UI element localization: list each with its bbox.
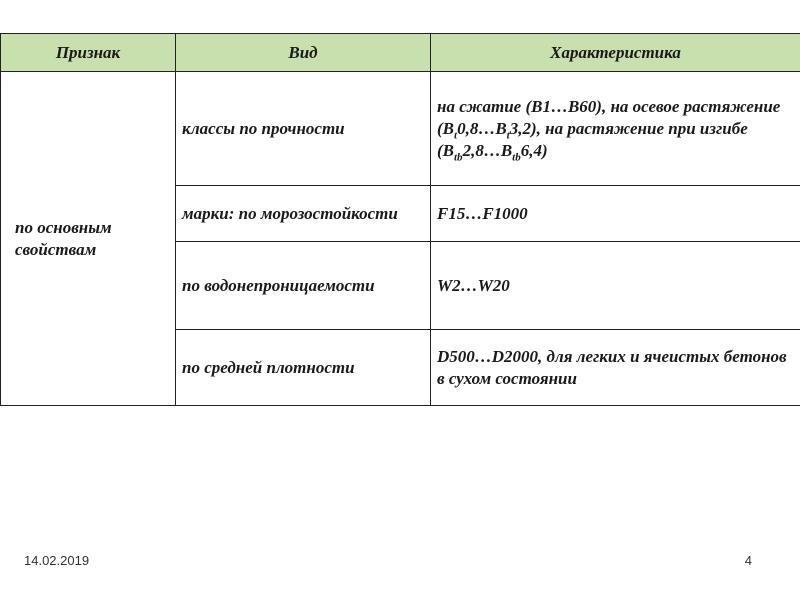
characteristic-text: D500…D2000, для легких и ячеистых бетонов в сухом состоянии — [437, 346, 787, 388]
type-cell-water-resistance — [176, 242, 431, 330]
properties-table — [0, 33, 800, 406]
subscript-tb: tb — [454, 150, 463, 163]
type-cell-density — [176, 330, 431, 406]
characteristic-text: W2…W20 — [437, 275, 510, 295]
subscript-t: t — [506, 128, 510, 141]
header-characteristic: Характеристика — [431, 34, 800, 72]
characteristic-text-part: на сжатие (B1…B60), на осевое растяжение (B — [437, 96, 781, 138]
group-cell-basic-properties — [1, 72, 176, 406]
subscript-t: t — [454, 128, 458, 141]
type-cell-frost-resistance — [176, 186, 431, 242]
footer-page-number: 4 — [744, 553, 752, 568]
table-header-row — [1, 34, 800, 72]
characteristic-text-part: 6,4) — [520, 140, 548, 160]
characteristic-cell-frost — [431, 186, 800, 242]
type-label: классы по прочности — [182, 118, 345, 138]
characteristic-cell-water — [431, 242, 800, 330]
type-label: по средней плотности — [182, 357, 355, 377]
characteristic-cell-strength — [431, 72, 800, 186]
characteristic-text — [437, 96, 794, 162]
characteristic-text: F15…F1000 — [437, 203, 528, 223]
type-label: марки: по морозостойкости — [182, 203, 398, 223]
type-cell-strength-classes — [176, 72, 431, 186]
characteristic-text-part: 2,8…B — [462, 140, 513, 160]
subscript-tb: tb — [512, 150, 521, 163]
footer-date: 14.02.2019 — [24, 553, 90, 568]
group-label: по основным свойствам — [15, 217, 112, 259]
characteristic-cell-density — [431, 330, 800, 406]
characteristic-text-part: 0,8…B — [457, 118, 507, 138]
header-type: Вид — [176, 34, 431, 72]
table-row — [1, 72, 800, 186]
characteristic-text-part: 3,2), на растяжение при изгибе (B — [437, 118, 748, 160]
header-feature: Признак — [1, 34, 176, 72]
type-label: по водонепроницаемости — [182, 275, 375, 295]
